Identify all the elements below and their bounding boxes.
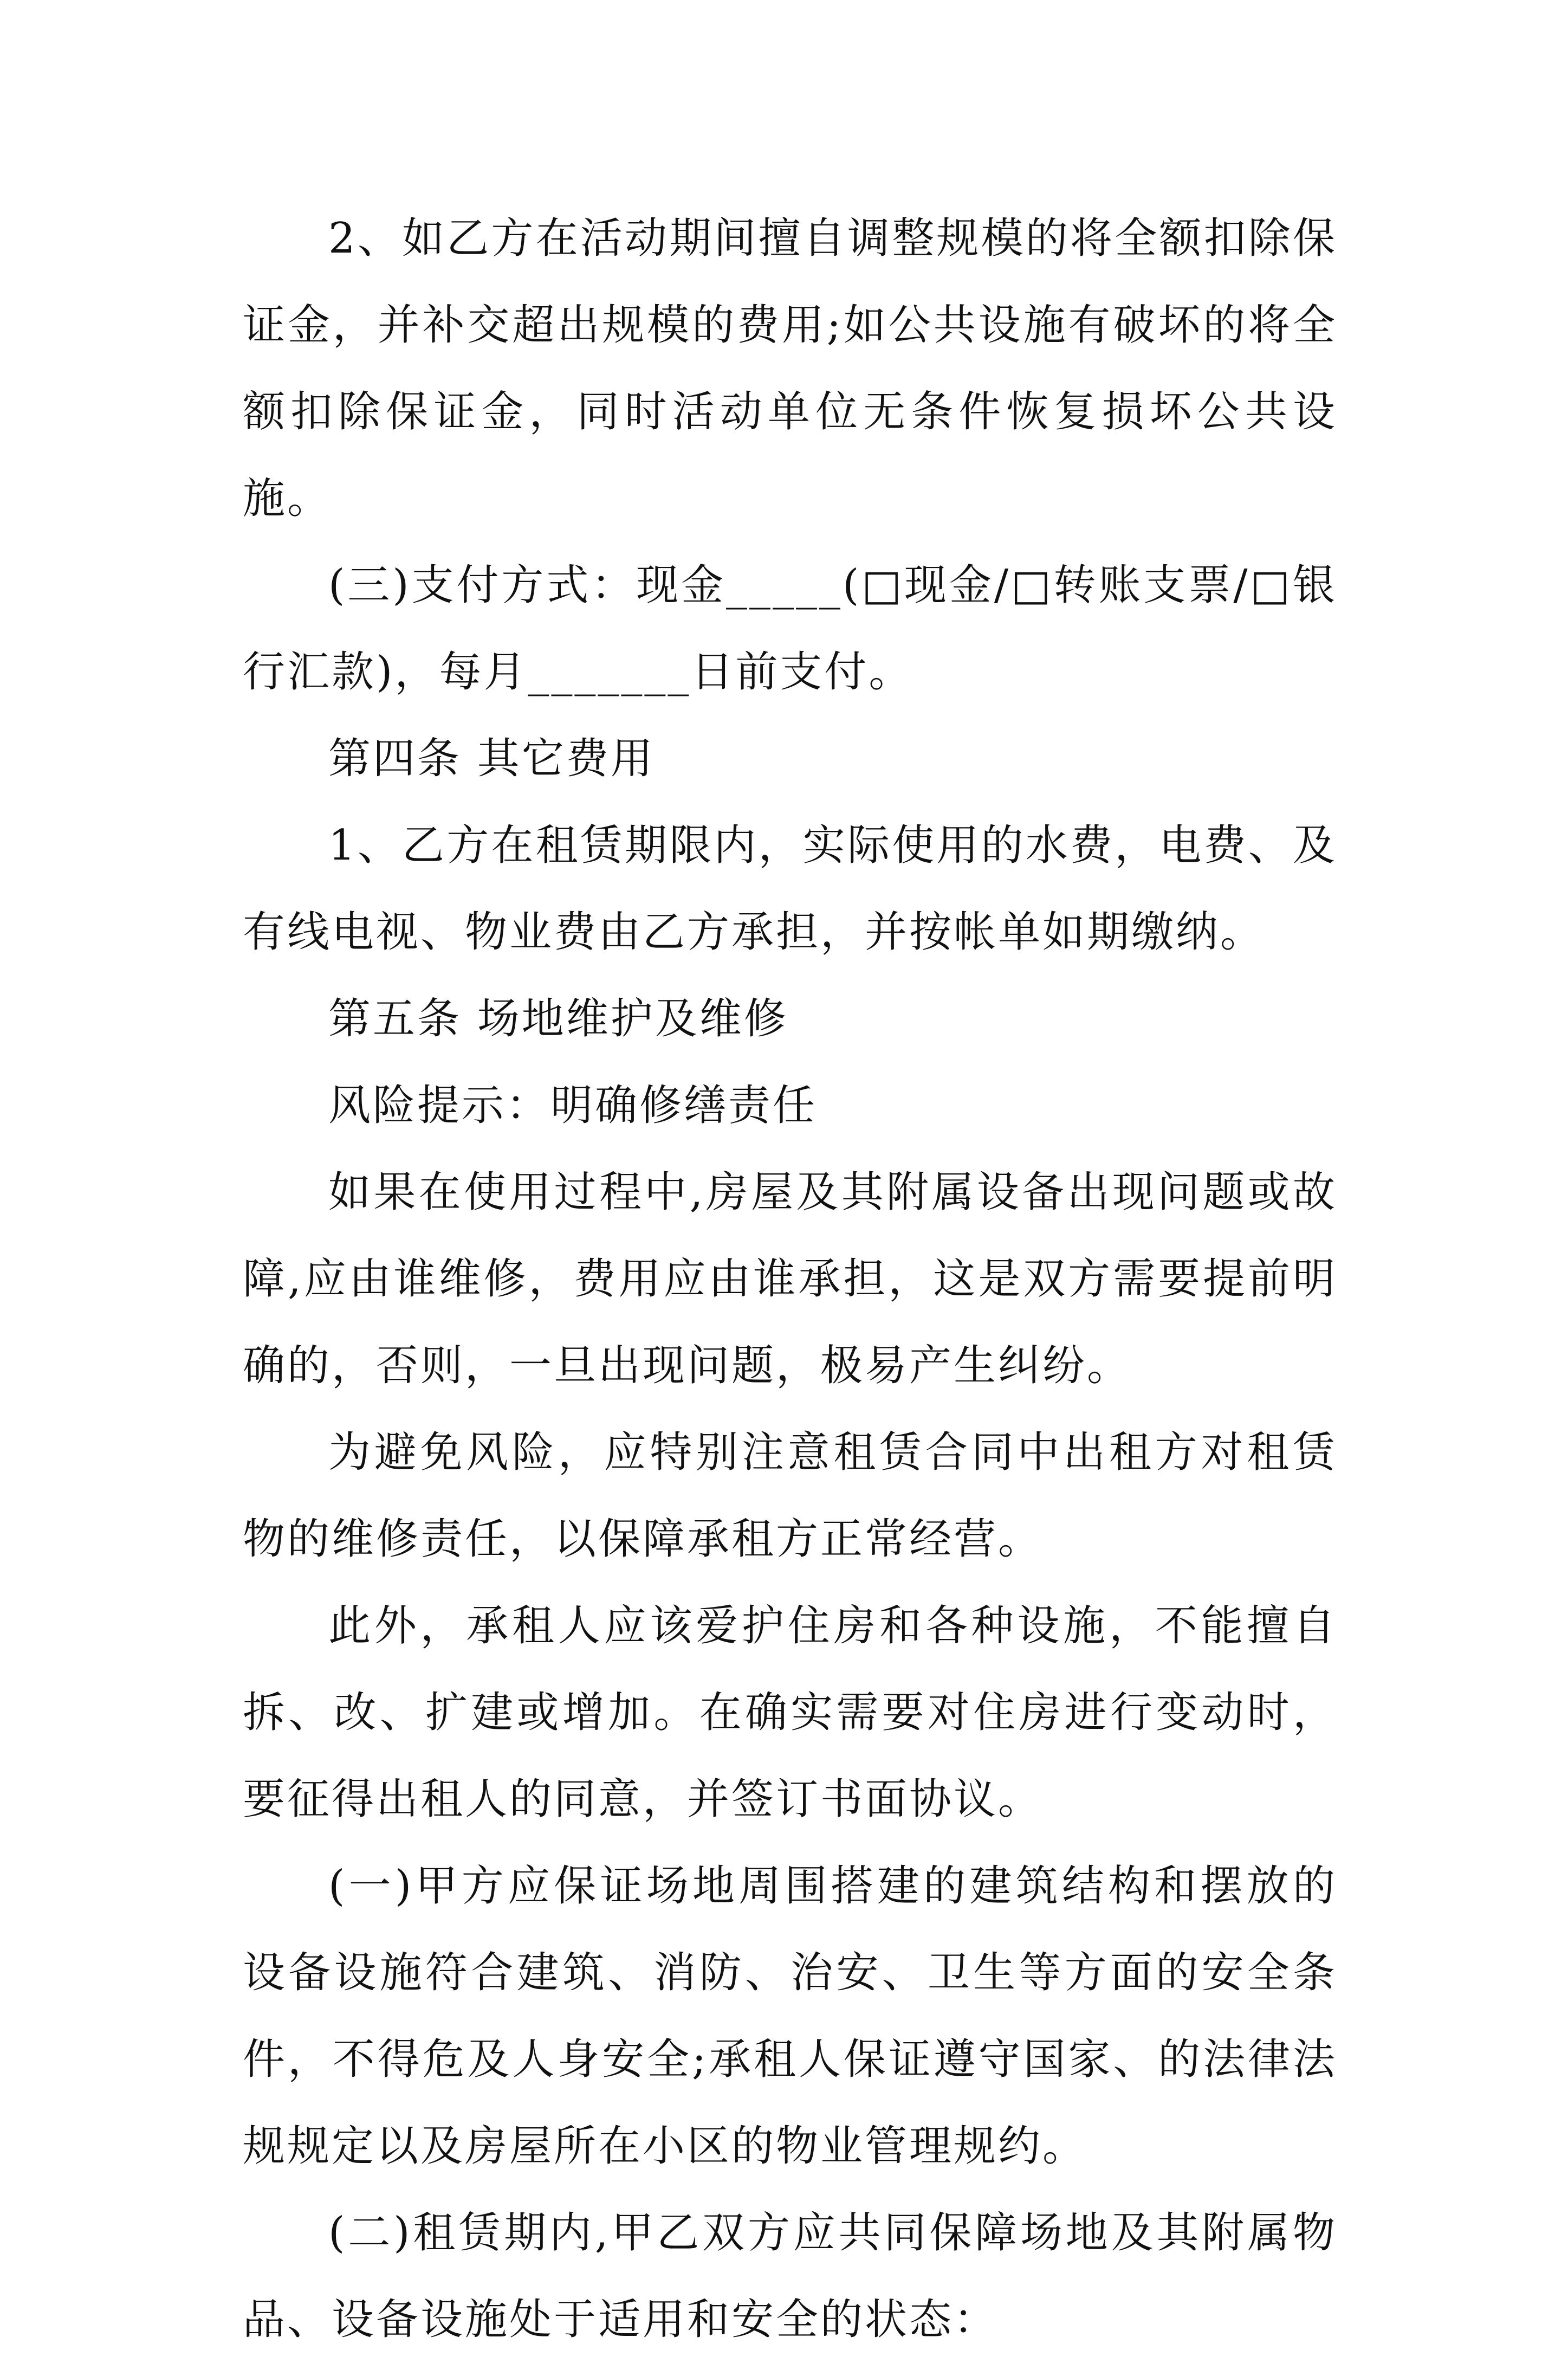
risk-tip: 风险提示：明确修缮责任: [328, 1081, 818, 1130]
document-body: [243, 195, 1337, 2363]
paragraph-repair-responsibility: 如果在使用过程中,房屋及其附属设备出现问题或故障,应由谁维修，费用应由谁承担，这是双方需要提前明确的，否则，一旦出现问题，极易产生纠纷。: [243, 1168, 1337, 1390]
paragraph-tenant-care: 此外，承租人应该爱护住房和各种设施，不能擅自拆、改、扩建或增加。在确实需要对住房进行变动时，要征得出租人的同意，并签订书面协议。: [243, 1602, 1337, 1824]
paragraph-payment-method: (三)支付方式：现金_____(□现金/□转账支票/□银行汇款)，每月_______日前支付。: [243, 561, 1337, 696]
paragraph-deposit-deduction: 2、如乙方在活动期间擅自调整规模的将全额扣除保证金，并补交超出规模的费用;如公共设施有破坏的将全额扣除保证金，同时活动单位无条件恢复损坏公共设施。: [243, 214, 1337, 523]
paragraph-risk-avoidance: 为避免风险，应特别注意租赁合同中出租方对租赁物的维修责任，以保障承租方正常经营。: [243, 1428, 1337, 1564]
paragraph-joint-maintenance: (二)租赁期内,甲乙双方应共同保障场地及其附属物品、设备设施处于适用和安全的状态：: [243, 2209, 1337, 2344]
section-heading-article-5: 第五条 场地维护及维修: [328, 995, 788, 1043]
paragraph-utility-costs: 1、乙方在租赁期限内，实际使用的水费，电费、及有线电视、物业费由乙方承担，并按帐单如期缴纳。: [243, 821, 1337, 957]
paragraph-safety-conditions: (一)甲方应保证场地周围搭建的建筑结构和摆放的设备设施符合建筑、消防、治安、卫生等方面的安全条件，不得危及人身安全;承租人保证遵守国家、的法律法规规定以及房屋所在小区的物业管理规约。: [243, 1862, 1337, 2171]
section-heading-article-4: 第四条 其它费用: [328, 734, 655, 783]
